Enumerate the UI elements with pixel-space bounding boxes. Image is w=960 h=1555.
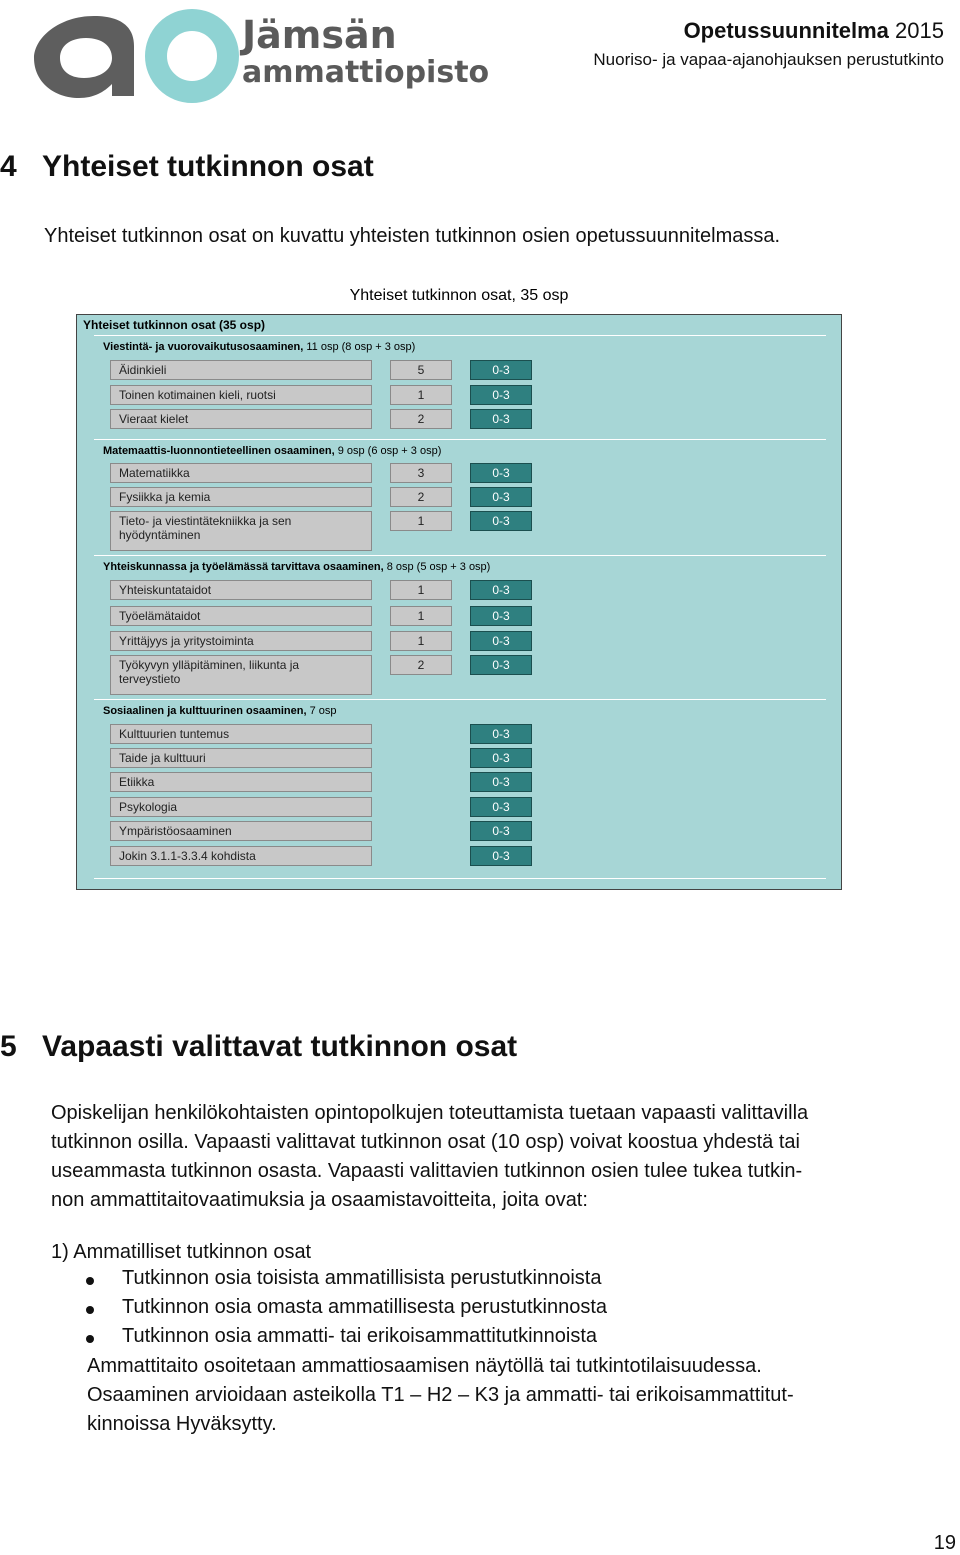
document-subtitle: Nuoriso- ja vapaa-ajanohjauksen perustutkinto <box>593 50 944 69</box>
unit-name: Yhteiskuntataidot <box>110 580 372 600</box>
unit-value: 5 <box>390 360 452 380</box>
assessment-text <box>87 1352 947 1439</box>
group-heading: Matemaattis-luonnontieteellinen osaaminen, 9 osp (6 osp + 3 osp) <box>103 445 442 457</box>
unit-name: Vieraat kielet <box>110 409 372 429</box>
jamsan-ammattiopisto-logo <box>24 0 490 108</box>
unit-range: 0-3 <box>470 580 532 600</box>
unit-value: 3 <box>390 463 452 483</box>
unit-row <box>110 580 530 600</box>
unit-row <box>110 772 530 792</box>
unit-row <box>110 511 530 551</box>
unit-range: 0-3 <box>470 487 532 507</box>
unit-value: 1 <box>390 580 452 600</box>
unit-name: Työelämätaidot <box>110 606 372 626</box>
unit-row <box>110 487 530 507</box>
unit-range: 0-3 <box>470 360 532 380</box>
unit-name: Taide ja kulttuuri <box>110 748 372 768</box>
unit-name: Työkyvyn ylläpitäminen, liikunta ja terveystieto <box>110 655 372 695</box>
unit-value: 1 <box>390 511 452 531</box>
diagram-title: Yhteiset tutkinnon osat, 35 osp <box>349 287 569 304</box>
unit-name: Äidinkieli <box>110 360 372 380</box>
section-5-title: Vapaasti valittavat tutkinnon osat <box>42 1030 518 1063</box>
svg-text:ammattiopisto: ammattiopisto <box>242 55 490 90</box>
document-title <box>593 18 944 44</box>
unit-range: 0-3 <box>470 772 532 792</box>
assessment-line: Osaaminen arvioidaan asteikolla T1 – H2 – K3 ja ammatti- tai erikoisammattitut- <box>87 1384 794 1406</box>
unit-range: 0-3 <box>470 409 532 429</box>
group-society-work <box>94 555 826 701</box>
unit-range: 0-3 <box>470 385 532 405</box>
unit-name: Matematiikka <box>110 463 372 483</box>
section-4-text: Yhteiset tutkinnon osat on kuvattu yhteisten tutkinnon osien opetussuunnitelmassa. <box>44 225 781 247</box>
section-5-number: 5 <box>0 1030 17 1063</box>
unit-range: 0-3 <box>470 821 532 841</box>
group-heading: Viestintä- ja vuorovaikutusosaaminen, 11 osp (8 osp + 3 osp) <box>103 341 416 353</box>
bullet-icon <box>86 1306 94 1314</box>
unit-row <box>110 463 530 483</box>
bullet-icon <box>86 1277 94 1285</box>
unit-range: 0-3 <box>470 797 532 817</box>
unit-row <box>110 724 530 744</box>
unit-value: 1 <box>390 385 452 405</box>
unit-range: 0-3 <box>470 724 532 744</box>
diagram-outer-label: Yhteiset tutkinnon osat (35 osp) <box>83 318 266 332</box>
diagram-common-units <box>76 314 842 890</box>
document-title-text: Opetussuunnitelma <box>683 18 889 43</box>
unit-range: 0-3 <box>470 463 532 483</box>
unit-name: Kulttuurien tuntemus <box>110 724 372 744</box>
section-4-title: Yhteiset tutkinnon osat <box>42 150 374 183</box>
unit-value: 2 <box>390 655 452 675</box>
unit-row <box>110 797 530 817</box>
section-4-heading <box>0 150 374 184</box>
group-heading: Yhteiskunnassa ja työelämässä tarvittava osaaminen, 8 osp (5 osp + 3 osp) <box>103 561 491 573</box>
unit-name: Yrittäjyys ja yritystoiminta <box>110 631 372 651</box>
unit-row <box>110 748 530 768</box>
unit-range: 0-3 <box>470 606 532 626</box>
unit-name: Fysiikka ja kemia <box>110 487 372 507</box>
group-social-cultural <box>94 699 826 879</box>
list-title: 1) Ammatilliset tutkinnon osat <box>51 1241 312 1263</box>
section-5-heading <box>0 1030 517 1064</box>
unit-range: 0-3 <box>470 511 532 531</box>
svg-text:Jämsän: Jämsän <box>242 13 397 57</box>
document-header <box>593 18 944 70</box>
group-communication <box>94 335 826 441</box>
bullet-icon <box>86 1335 94 1343</box>
unit-row <box>110 360 530 380</box>
unit-name: Ympäristöosaaminen <box>110 821 372 841</box>
unit-row <box>110 846 530 866</box>
unit-value: 2 <box>390 487 452 507</box>
paragraph-line: useammasta tutkinnon osasta. Vapaasti valittavien tutkinnon osien tulee tukea tutkin- <box>51 1160 803 1182</box>
unit-row <box>110 385 530 405</box>
assessment-line: kinnoissa Hyväksytty. <box>87 1413 277 1435</box>
unit-row <box>110 409 530 429</box>
unit-row <box>110 606 530 626</box>
assessment-line: Ammattitaito osoitetaan ammattiosaamisen näytöllä tai tutkintotilaisuudessa. <box>87 1355 762 1377</box>
unit-name: Tieto- ja viestintätekniikka ja sen hyödyntäminen <box>110 511 372 551</box>
unit-value: 2 <box>390 409 452 429</box>
unit-range: 0-3 <box>470 846 532 866</box>
unit-value: 1 <box>390 631 452 651</box>
group-heading: Sosiaalinen ja kulttuurinen osaaminen, 7 osp <box>103 705 337 717</box>
paragraph-line: tutkinnon osilla. Vapaasti valittavat tutkinnon osat (10 osp) voivat koostua yhdestä tai <box>51 1131 800 1153</box>
section-5-paragraph <box>51 1099 956 1215</box>
paragraph-line: Opiskelijan henkilökohtaisten opintopolkujen toteuttamista tuetaan vapaasti valittavilla <box>51 1102 809 1124</box>
unit-range: 0-3 <box>470 631 532 651</box>
unit-range: 0-3 <box>470 655 532 675</box>
unit-value: 1 <box>390 606 452 626</box>
unit-name: Jokin 3.1.1-3.3.4 kohdista <box>110 846 372 866</box>
unit-range: 0-3 <box>470 748 532 768</box>
unit-row <box>110 655 530 695</box>
page-number: 19 <box>933 1532 956 1554</box>
unit-row <box>110 631 530 651</box>
group-math-science <box>94 439 826 557</box>
document-year: 2015 <box>895 18 944 43</box>
unit-name: Psykologia <box>110 797 372 817</box>
paragraph-line: non ammattitaitovaatimuksia ja osaamistavoitteita, joita ovat: <box>51 1189 588 1211</box>
unit-name: Etiikka <box>110 772 372 792</box>
unit-name: Toinen kotimainen kieli, ruotsi <box>110 385 372 405</box>
unit-row <box>110 821 530 841</box>
section-4-number: 4 <box>0 150 17 183</box>
